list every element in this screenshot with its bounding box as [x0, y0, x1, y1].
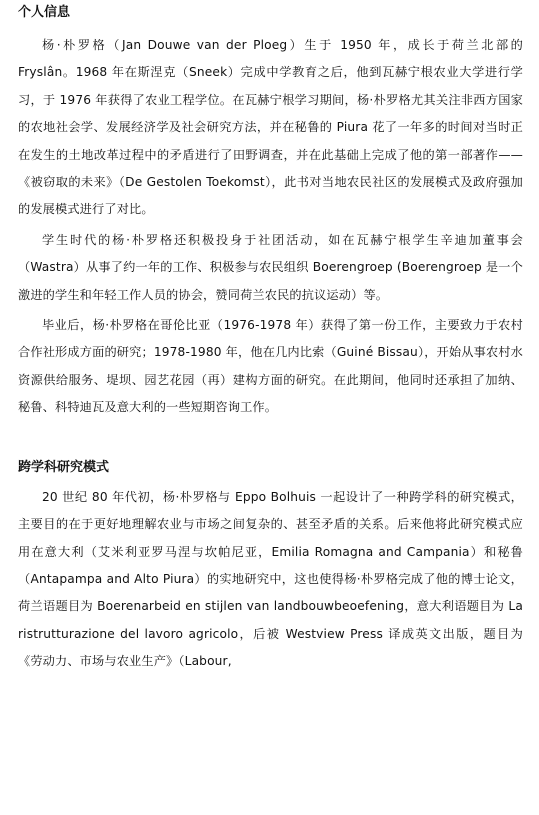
paragraph: 毕业后，杨·朴罗格在哥伦比亚（1976-1978 年）获得了第一份工作，主要致力于农村合作社形成方面的研究；1978-1980 年，他在几内比索（Guiné Bissau），开始从事农村水资源供给服务、堤坝、园艺花园（再）建构方面的研究。在此期间，他同时还承担了加纳、秘鲁、科特迪瓦及意大利的一些短期咨询工作。	[18, 318, 523, 415]
section-heading-personal-info: 个人信息	[18, 5, 71, 20]
paragraph: 杨·朴罗格（Jan Douwe van der Ploeg）生于 1950 年，成长于荷兰北部的 Fryslân。1968 年在斯涅克（Sneek）完成中学教育之后，他到瓦赫宁根农业大学进行学习，于 1976 年获得了农业工程学位。在瓦赫宁根学习期间，杨·朴罗格尤其关注非西方国家的农地社会学、发展经济学及社会研究方法，并在秘鲁的 Piura 花了一年多的时间对当时正在发生的土地改革过程中的矛盾进行了田野调查，并在此基础上完成了他的第一部著作——《被窃取的未来》（De Gestolen Toekomst），此书对当地农民社区的发展模式及政府强加的发展模式进行了对比。	[18, 38, 523, 217]
paragraph: 20 世纪 80 年代初，杨·朴罗格与 Eppo Bolhuis 一起设计了一种跨学科的研究模式，主要目的在于更好地理解农业与市场之间复杂的、甚至矛盾的关系。后来他将此研究模式应用在意大利（艾米利亚罗马涅与坎帕尼亚，Emilia Romagna and Campania）和秘鲁（Antapampa and Alto Piura）的实地研究中，这也使得杨·朴罗格完成了他的博士论文，荷兰语题目为 Boerenarbeid en stijlen van landbouwbeoefening，意大利语题目为 La ristrutturazione del lavoro agricolo，后被 Westview Press 译成英文出版，题目为《劳动力、市场与农业生产》（Labour,	[18, 489, 523, 669]
document-page	[18, 0, 523, 676]
section-heading-interdisciplinary-research: 跨学科研究模式	[18, 459, 110, 475]
paragraph: 学生时代的杨·朴罗格还积极投身于社团活动，如在瓦赫宁根学生辛迪加董事会（Wastra）从事了约一年的工作、积极参与农民组织 Boerengroep (Boerengroep 是一个激进的学生和年轻工作人员的协会，赞同荷兰农民的抗议运动）等。	[18, 232, 523, 302]
